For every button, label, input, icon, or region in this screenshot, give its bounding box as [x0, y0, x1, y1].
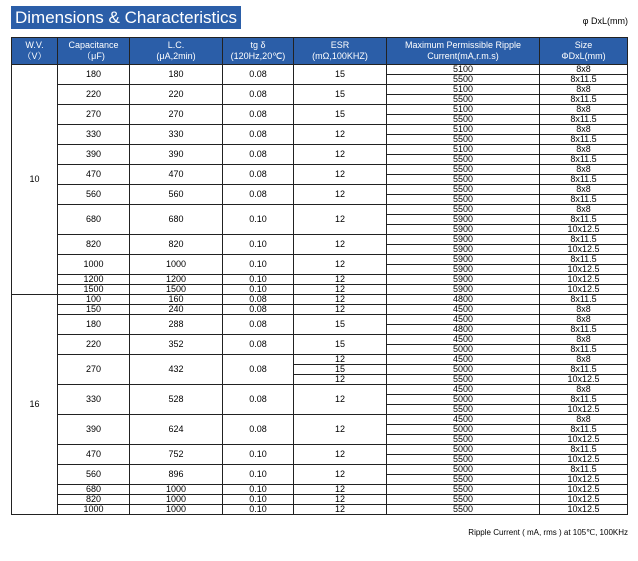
- table-row: [12, 65, 628, 75]
- size-cell: 10x12.5: [540, 435, 628, 445]
- size-cell: 10x12.5: [540, 375, 628, 385]
- size-cell: 8x8: [540, 85, 628, 95]
- esr-cell: 15: [294, 85, 387, 105]
- header-size: Size ΦDxL(mm): [540, 38, 628, 65]
- table-row: [12, 85, 628, 95]
- page-title: Dimensions & Characteristics: [11, 6, 241, 29]
- size-cell: 8x8: [540, 305, 628, 315]
- header-esr: ESR (mΩ,100KHZ): [294, 38, 387, 65]
- size-cell: 8x11.5: [540, 75, 628, 85]
- size-cell: 8x8: [540, 125, 628, 135]
- ripple-cell: 4500: [387, 335, 540, 345]
- capacitance-cell: 820: [58, 495, 130, 505]
- table-row: [12, 125, 628, 135]
- ripple-cell: 5100: [387, 105, 540, 115]
- capacitance-cell: 330: [58, 385, 130, 415]
- size-cell: 8x11.5: [540, 195, 628, 205]
- ripple-cell: 5900: [387, 265, 540, 275]
- capacitance-cell: 680: [58, 205, 130, 235]
- ripple-cell: 5500: [387, 375, 540, 385]
- size-cell: 8x11.5: [540, 95, 628, 105]
- size-cell: 8x8: [540, 355, 628, 365]
- size-cell: 8x11.5: [540, 215, 628, 225]
- ripple-cell: 5500: [387, 175, 540, 185]
- ripple-cell: 5500: [387, 135, 540, 145]
- esr-cell: 15: [294, 365, 387, 375]
- size-cell: 8x8: [540, 385, 628, 395]
- esr-cell: 15: [294, 65, 387, 85]
- ripple-cell: 5500: [387, 405, 540, 415]
- esr-cell: 12: [294, 145, 387, 165]
- size-cell: 8x11.5: [540, 445, 628, 455]
- esr-cell: 12: [294, 465, 387, 485]
- lc-cell: 160: [130, 295, 223, 305]
- size-cell: 8x11.5: [540, 395, 628, 405]
- ripple-cell: 5900: [387, 245, 540, 255]
- tg-cell: 0.08: [223, 385, 294, 415]
- ripple-cell: 5100: [387, 125, 540, 135]
- tg-cell: 0.08: [223, 315, 294, 335]
- capacitance-cell: 100: [58, 295, 130, 305]
- esr-cell: 12: [294, 445, 387, 465]
- ripple-cell: 5500: [387, 165, 540, 175]
- table-row: [12, 355, 628, 365]
- esr-cell: 12: [294, 285, 387, 295]
- lc-cell: 820: [130, 235, 223, 255]
- size-cell: 8x11.5: [540, 365, 628, 375]
- size-cell: 8x11.5: [540, 235, 628, 245]
- table-row: [12, 255, 628, 265]
- tg-cell: 0.10: [223, 285, 294, 295]
- size-cell: 8x11.5: [540, 325, 628, 335]
- size-cell: 8x11.5: [540, 155, 628, 165]
- ripple-cell: 5500: [387, 195, 540, 205]
- esr-cell: 12: [294, 255, 387, 275]
- tg-cell: 0.08: [223, 125, 294, 145]
- table-row: [12, 485, 628, 495]
- table-row: [12, 205, 628, 215]
- ripple-cell: 5500: [387, 455, 540, 465]
- lc-cell: 270: [130, 105, 223, 125]
- ripple-cell: 5500: [387, 115, 540, 125]
- size-cell: 8x11.5: [540, 255, 628, 265]
- table-row: [12, 505, 628, 515]
- ripple-cell: 5500: [387, 185, 540, 195]
- tg-cell: 0.10: [223, 495, 294, 505]
- tg-cell: 0.08: [223, 65, 294, 85]
- ripple-cell: 5500: [387, 505, 540, 515]
- tg-cell: 0.08: [223, 145, 294, 165]
- ripple-cell: 4800: [387, 325, 540, 335]
- size-cell: 10x12.5: [540, 475, 628, 485]
- capacitance-cell: 470: [58, 445, 130, 465]
- tg-cell: 0.10: [223, 235, 294, 255]
- lc-cell: 1000: [130, 485, 223, 495]
- esr-cell: 15: [294, 335, 387, 355]
- table-row: [12, 145, 628, 155]
- capacitance-cell: 1200: [58, 275, 130, 285]
- wv-cell: 16: [12, 295, 58, 515]
- lc-cell: 1500: [130, 285, 223, 295]
- ripple-cell: 5900: [387, 235, 540, 245]
- table-row: [12, 415, 628, 425]
- capacitance-cell: 1500: [58, 285, 130, 295]
- size-cell: 10x12.5: [540, 405, 628, 415]
- size-cell: 8x11.5: [540, 465, 628, 475]
- ripple-cell: 5100: [387, 85, 540, 95]
- ripple-cell: 5500: [387, 205, 540, 215]
- ripple-cell: 5000: [387, 465, 540, 475]
- table-row: [12, 285, 628, 295]
- tg-cell: 0.10: [223, 255, 294, 275]
- size-cell: 8x11.5: [540, 115, 628, 125]
- size-cell: 8x8: [540, 185, 628, 195]
- size-cell: 8x11.5: [540, 175, 628, 185]
- tg-cell: 0.08: [223, 85, 294, 105]
- esr-cell: 15: [294, 315, 387, 335]
- tg-cell: 0.08: [223, 165, 294, 185]
- capacitance-cell: 680: [58, 485, 130, 495]
- header-wv: W.V. （V）: [12, 38, 58, 65]
- table-row: [12, 105, 628, 115]
- tg-cell: 0.08: [223, 295, 294, 305]
- tg-cell: 0.08: [223, 335, 294, 355]
- capacitance-cell: 180: [58, 315, 130, 335]
- ripple-cell: 5500: [387, 155, 540, 165]
- header-ripple: Maximum Permissible Ripple Current(mA,r.m.s): [387, 38, 540, 65]
- esr-cell: 12: [294, 305, 387, 315]
- capacitance-cell: 1000: [58, 505, 130, 515]
- esr-cell: 12: [294, 355, 387, 365]
- ripple-cell: 4500: [387, 415, 540, 425]
- lc-cell: 624: [130, 415, 223, 445]
- table-row: [12, 295, 628, 305]
- esr-cell: 12: [294, 385, 387, 415]
- capacitance-cell: 220: [58, 335, 130, 355]
- ripple-cell: 5900: [387, 275, 540, 285]
- size-cell: 8x8: [540, 165, 628, 175]
- ripple-cell: 5900: [387, 225, 540, 235]
- size-cell: 8x11.5: [540, 295, 628, 305]
- table-row: [12, 235, 628, 245]
- size-cell: 8x8: [540, 65, 628, 75]
- lc-cell: 1000: [130, 495, 223, 505]
- esr-cell: 12: [294, 165, 387, 185]
- size-cell: 10x12.5: [540, 455, 628, 465]
- ripple-cell: 5500: [387, 495, 540, 505]
- ripple-cell: 5900: [387, 215, 540, 225]
- table-row: [12, 185, 628, 195]
- lc-cell: 220: [130, 85, 223, 105]
- ripple-cell: 5000: [387, 345, 540, 355]
- tg-cell: 0.10: [223, 445, 294, 465]
- ripple-cell: 5000: [387, 445, 540, 455]
- capacitance-cell: 390: [58, 145, 130, 165]
- tg-cell: 0.10: [223, 505, 294, 515]
- size-cell: 10x12.5: [540, 275, 628, 285]
- wv-cell: 10: [12, 65, 58, 295]
- esr-cell: 12: [294, 505, 387, 515]
- ripple-cell: 5000: [387, 365, 540, 375]
- esr-cell: 12: [294, 275, 387, 285]
- tg-cell: 0.08: [223, 105, 294, 125]
- esr-cell: 12: [294, 295, 387, 305]
- lc-cell: 470: [130, 165, 223, 185]
- table-row: [12, 165, 628, 175]
- capacitance-cell: 560: [58, 185, 130, 205]
- size-cell: 8x8: [540, 205, 628, 215]
- ripple-cell: 5500: [387, 435, 540, 445]
- lc-cell: 752: [130, 445, 223, 465]
- lc-cell: 390: [130, 145, 223, 165]
- tg-cell: 0.10: [223, 275, 294, 285]
- lc-cell: 560: [130, 185, 223, 205]
- table-row: [12, 305, 628, 315]
- esr-cell: 12: [294, 495, 387, 505]
- esr-cell: 12: [294, 235, 387, 255]
- tg-cell: 0.10: [223, 205, 294, 235]
- esr-cell: 12: [294, 205, 387, 235]
- ripple-cell: 5100: [387, 65, 540, 75]
- table-row: [12, 385, 628, 395]
- esr-cell: 15: [294, 105, 387, 125]
- ripple-cell: 4500: [387, 385, 540, 395]
- ripple-cell: 5500: [387, 75, 540, 85]
- tg-cell: 0.10: [223, 485, 294, 495]
- size-cell: 8x8: [540, 415, 628, 425]
- size-cell: 10x12.5: [540, 485, 628, 495]
- tg-cell: 0.08: [223, 305, 294, 315]
- size-cell: 8x11.5: [540, 135, 628, 145]
- ripple-cell: 4500: [387, 315, 540, 325]
- tg-cell: 0.08: [223, 415, 294, 445]
- capacitance-cell: 560: [58, 465, 130, 485]
- ripple-cell: 5000: [387, 395, 540, 405]
- capacitance-cell: 270: [58, 355, 130, 385]
- lc-cell: 1000: [130, 255, 223, 275]
- ripple-cell: 4800: [387, 295, 540, 305]
- size-cell: 10x12.5: [540, 505, 628, 515]
- ripple-cell: 5500: [387, 95, 540, 105]
- lc-cell: 330: [130, 125, 223, 145]
- ripple-cell: 4500: [387, 305, 540, 315]
- lc-cell: 352: [130, 335, 223, 355]
- ripple-cell: 5000: [387, 425, 540, 435]
- capacitance-cell: 180: [58, 65, 130, 85]
- size-cell: 10x12.5: [540, 265, 628, 275]
- size-cell: 8x8: [540, 145, 628, 155]
- header-lc: L.C. (μA,2min): [130, 38, 223, 65]
- capacitance-cell: 220: [58, 85, 130, 105]
- lc-cell: 680: [130, 205, 223, 235]
- ripple-cell: 5500: [387, 475, 540, 485]
- size-cell: 8x11.5: [540, 345, 628, 355]
- ripple-cell: 5500: [387, 485, 540, 495]
- esr-cell: 12: [294, 415, 387, 445]
- tg-cell: 0.08: [223, 355, 294, 385]
- table-row: [12, 445, 628, 455]
- ripple-cell: 5900: [387, 255, 540, 265]
- esr-cell: 12: [294, 125, 387, 145]
- lc-cell: 240: [130, 305, 223, 315]
- size-cell: 10x12.5: [540, 225, 628, 235]
- header-capacitance: Capacitance （μF): [58, 38, 130, 65]
- ripple-cell: 5900: [387, 285, 540, 295]
- esr-cell: 12: [294, 485, 387, 495]
- lc-cell: 1200: [130, 275, 223, 285]
- capacitance-cell: 820: [58, 235, 130, 255]
- size-cell: 10x12.5: [540, 285, 628, 295]
- characteristics-table: [11, 37, 628, 515]
- ripple-cell: 5100: [387, 145, 540, 155]
- table-row: [12, 335, 628, 345]
- table-row: [12, 275, 628, 285]
- size-cell: 10x12.5: [540, 495, 628, 505]
- lc-cell: 180: [130, 65, 223, 85]
- size-cell: 10x12.5: [540, 245, 628, 255]
- lc-cell: 1000: [130, 505, 223, 515]
- size-cell: 8x8: [540, 315, 628, 325]
- ripple-cell: 4500: [387, 355, 540, 365]
- unit-label: φ DxL(mm): [582, 16, 628, 26]
- capacitance-cell: 150: [58, 305, 130, 315]
- tg-cell: 0.10: [223, 465, 294, 485]
- footnote: Ripple Current ( mA, rms ) at 105℃, 100KHz: [468, 528, 628, 537]
- size-cell: 8x11.5: [540, 425, 628, 435]
- table-row: [12, 315, 628, 325]
- capacitance-cell: 1000: [58, 255, 130, 275]
- header-row: [12, 38, 628, 65]
- lc-cell: 288: [130, 315, 223, 335]
- header-tg: tg δ (120Hz,20℃): [223, 38, 294, 65]
- esr-cell: 12: [294, 375, 387, 385]
- lc-cell: 528: [130, 385, 223, 415]
- capacitance-cell: 470: [58, 165, 130, 185]
- size-cell: 8x8: [540, 105, 628, 115]
- capacitance-cell: 390: [58, 415, 130, 445]
- lc-cell: 896: [130, 465, 223, 485]
- table-row: [12, 495, 628, 505]
- lc-cell: 432: [130, 355, 223, 385]
- table-row: [12, 465, 628, 475]
- size-cell: 8x8: [540, 335, 628, 345]
- capacitance-cell: 270: [58, 105, 130, 125]
- esr-cell: 12: [294, 185, 387, 205]
- capacitance-cell: 330: [58, 125, 130, 145]
- tg-cell: 0.08: [223, 185, 294, 205]
